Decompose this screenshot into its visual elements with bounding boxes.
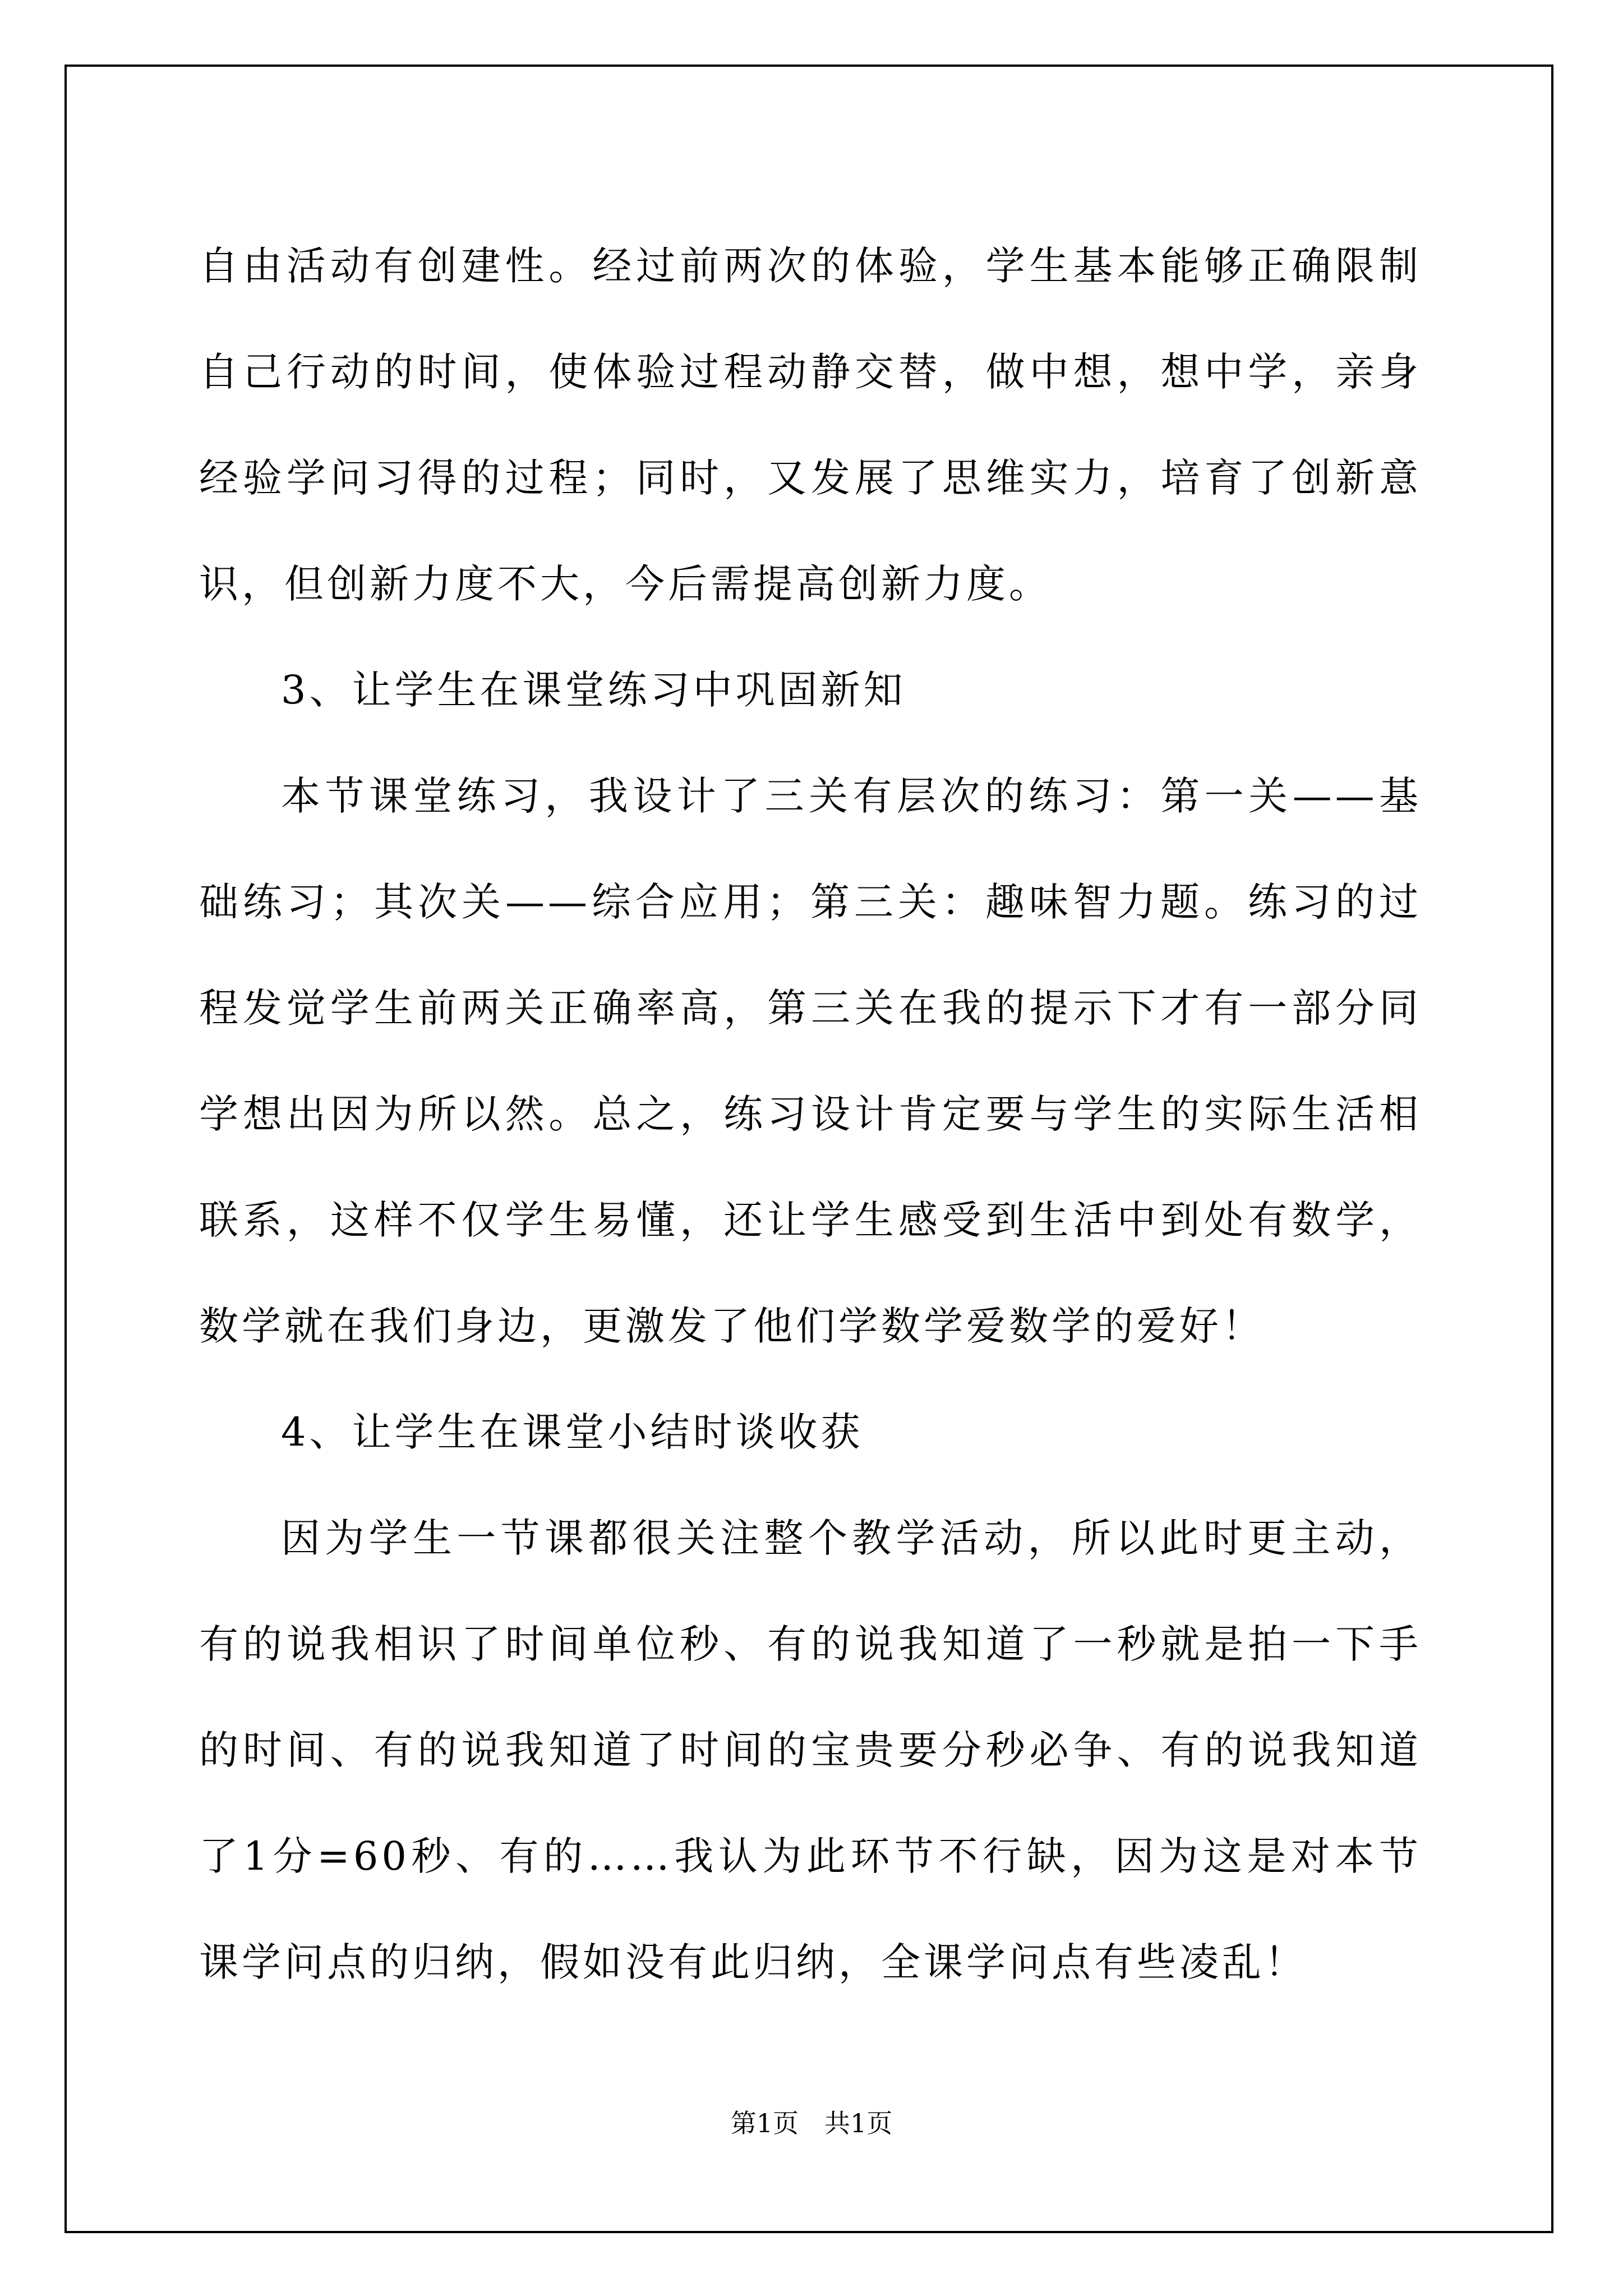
paragraph-1: 自由活动有创建性。经过前两次的体验，学生基本能够正确限制自己行动的时间，使体验过程动静交替，做中想，想中学，亲身经验学问习得的过程；同时，又发展了思维实力，培育了创新意识，但创新力度不大，今后需提高创新力度。	[199, 243, 1422, 607]
page-total: 共1页	[824, 2108, 893, 2138]
paragraph-summary: 因为学生一节课都很关注整个教学活动，所以此时更主动，有的说我相识了时间单位秒、有的说我知道了一秒就是拍一下手的时间、有的说我知道了时间的宝贵要分秒必争、有的说我知道了1分=60秒、有的……我认为此环节不行缺，因为这是对本节课学问点的归纳，假如没有此归纳，全课学问点有些凌乱！	[199, 1515, 1422, 1985]
paragraph-practice: 本节课堂练习，我设计了三关有层次的练习：第一关——基础练习；其次关——综合应用；第三关：趣味智力题。练习的过程发觉学生前两关正确率高，第三关在我的提示下才有一部分同学想出因为所以然。总之，练习设计肯定要与学生的实际生活相联系，这样不仅学生易懂，还让学生感受到生活中到处有数学，数学就在我们身边，更激发了他们学数学爱数学的爱好！	[199, 773, 1422, 1349]
section-heading-4: 4、让学生在课堂小结时谈收获	[281, 1409, 864, 1455]
document-body	[199, 213, 1422, 2016]
page-footer	[0, 2106, 1623, 2140]
page-number: 第1页	[730, 2108, 799, 2138]
section-heading-3: 3、让学生在课堂练习中巩固新知	[281, 667, 906, 713]
